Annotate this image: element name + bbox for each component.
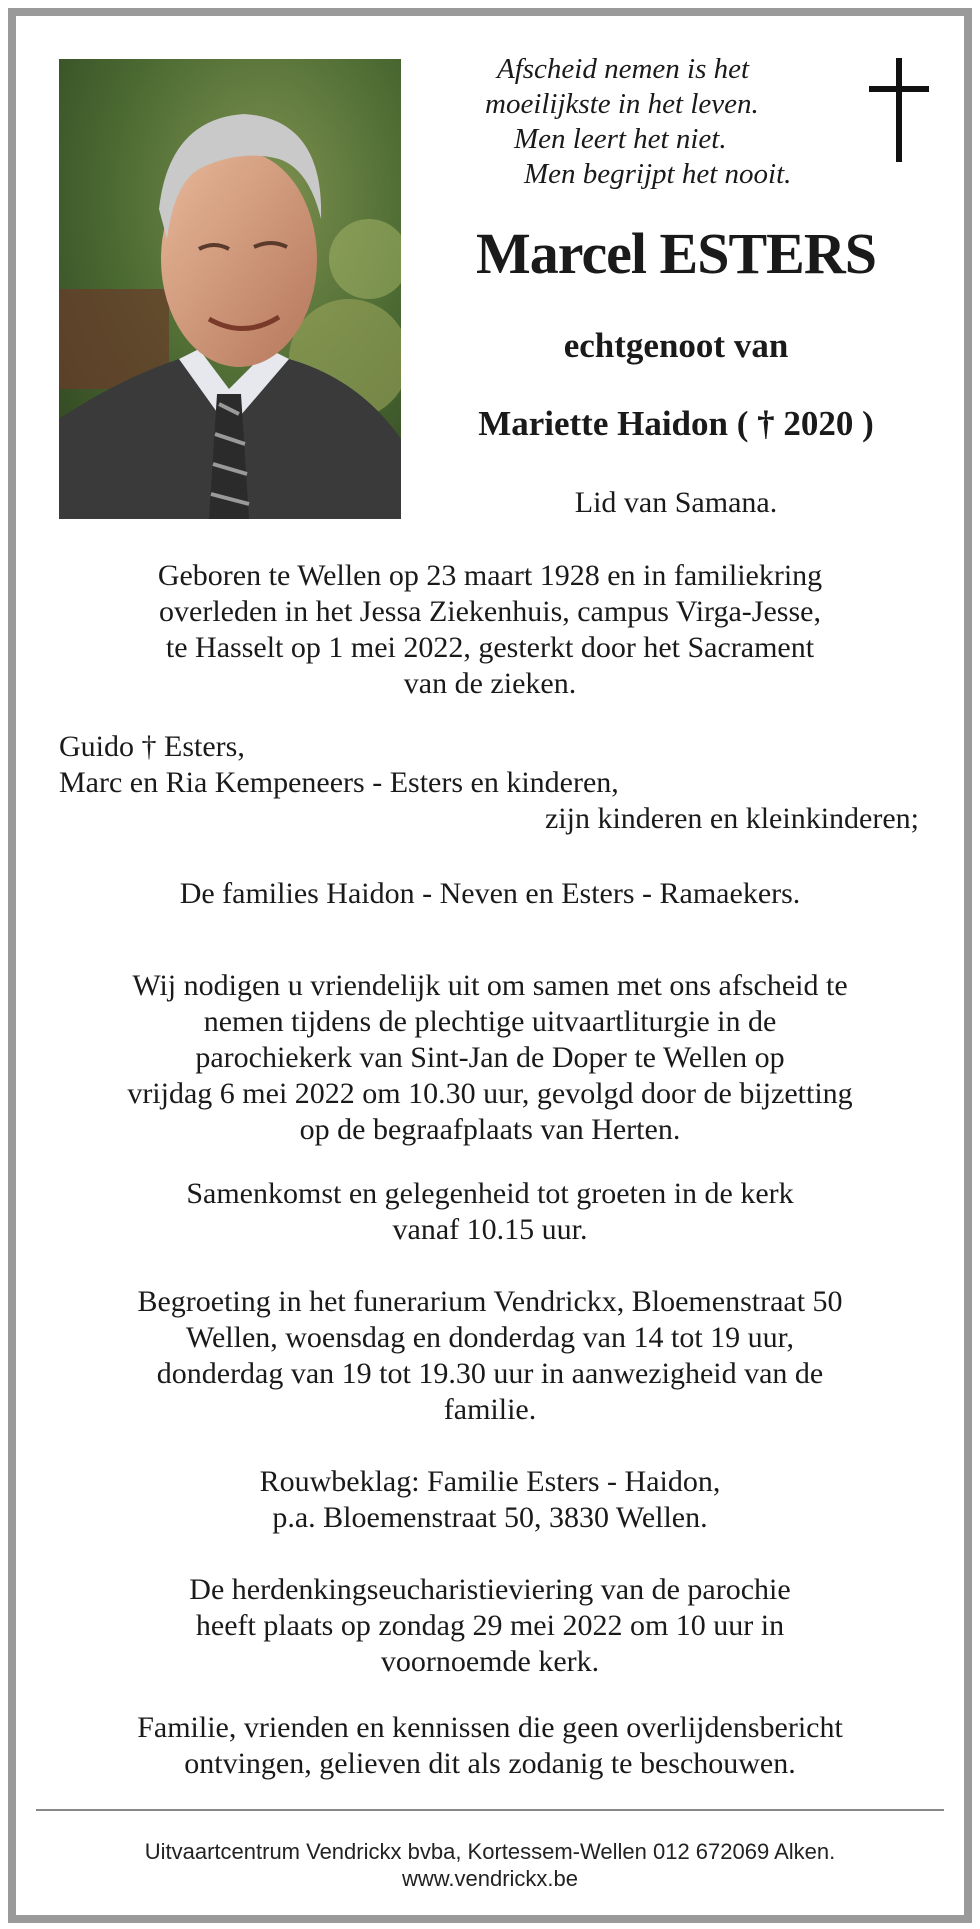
footer-company: Uitvaartcentrum Vendrickx bvba, Kortessem-Wellen 012 672069 Alken. <box>144 1839 836 1864</box>
spouse-label: echtgenoot van <box>563 326 789 365</box>
text-line: Rouwbeklag: Familie Esters - Haidon, <box>259 1465 721 1498</box>
text-line: overleden in het Jessa Ziekenhuis, campus Virga-Jesse, <box>159 595 821 628</box>
poem-line: Men leert het niet. <box>514 123 727 155</box>
obituary-card <box>8 8 972 1923</box>
memorial-paragraph <box>36 1572 944 1680</box>
text-line: De herdenkingseucharistieviering van de parochie <box>189 1573 791 1606</box>
text-line: Familie, vrienden en kennissen die geen overlijdensbericht <box>137 1711 843 1744</box>
text-line: van de zieken. <box>403 667 577 700</box>
poem-verse <box>436 52 856 192</box>
poem-line: moeilijkste in het leven. <box>485 88 759 120</box>
text-line: Samenkomst en gelegenheid tot groeten in de kerk <box>186 1177 794 1210</box>
cross-icon <box>859 58 939 178</box>
text-line: parochiekerk van Sint-Jan de Doper te Wellen op <box>195 1041 785 1074</box>
text-line: heeft plaats op zondag 29 mei 2022 om 10 uur in <box>195 1609 785 1642</box>
family-line: zijn kinderen en kleinkinderen; <box>544 802 919 835</box>
footer-website[interactable]: www.vendrickx.be <box>401 1866 579 1891</box>
families-line: De families Haidon - Neven en Esters - Ramaekers. <box>179 877 801 910</box>
text-line: Begroeting in het funerarium Vendrickx, Bloemenstraat 50 <box>137 1285 843 1318</box>
text-line: op de begraafplaats van Herten. <box>299 1113 681 1146</box>
gathering-paragraph <box>36 1176 944 1248</box>
text-line: voornoemde kerk. <box>380 1645 600 1678</box>
family-line: Marc en Ria Kempeneers - Esters en kinderen, <box>59 766 619 799</box>
portrait-photo <box>59 59 401 519</box>
family-list <box>59 729 919 837</box>
deceased-name: Marcel ESTERS <box>476 221 876 286</box>
poem-line: Afscheid nemen is het <box>497 53 750 85</box>
text-line: nemen tijdens de plechtige uitvaartliturgie in de <box>203 1005 777 1038</box>
text-line: Geboren te Wellen op 23 maart 1928 en in familiekring <box>157 559 823 592</box>
text-line: vanaf 10.15 uur. <box>392 1213 588 1246</box>
text-line: familie. <box>443 1393 537 1426</box>
birth-death-paragraph <box>36 558 944 702</box>
divider <box>36 1809 944 1811</box>
text-line: p.a. Bloemenstraat 50, 3830 Wellen. <box>272 1501 708 1534</box>
condolence-paragraph <box>36 1464 944 1536</box>
text-line: vrijdag 6 mei 2022 om 10.30 uur, gevolgd door de bijzetting <box>127 1077 853 1110</box>
text-line: te Hasselt op 1 mei 2022, gesterkt door het Sacrament <box>165 631 815 664</box>
membership: Lid van Samana. <box>574 486 778 519</box>
notice-paragraph <box>36 1710 944 1782</box>
invitation-paragraph <box>36 968 944 1148</box>
spouse-name: Mariette Haidon ( † 2020 ) <box>478 404 874 443</box>
poem-line: Men begrijpt het nooit. <box>524 158 792 190</box>
visitation-paragraph <box>36 1284 944 1428</box>
text-line: Wij nodigen u vriendelijk uit om samen met ons afscheid te <box>132 969 848 1002</box>
footer <box>36 1838 944 1892</box>
family-line: Guido † Esters, <box>59 730 245 763</box>
text-line: donderdag van 19 tot 19.30 uur in aanwezigheid van de <box>156 1357 824 1390</box>
text-line: ontvingen, gelieven dit als zodanig te beschouwen. <box>184 1747 796 1780</box>
text-line: Wellen, woensdag en donderdag van 14 tot 19 uur, <box>186 1321 794 1354</box>
